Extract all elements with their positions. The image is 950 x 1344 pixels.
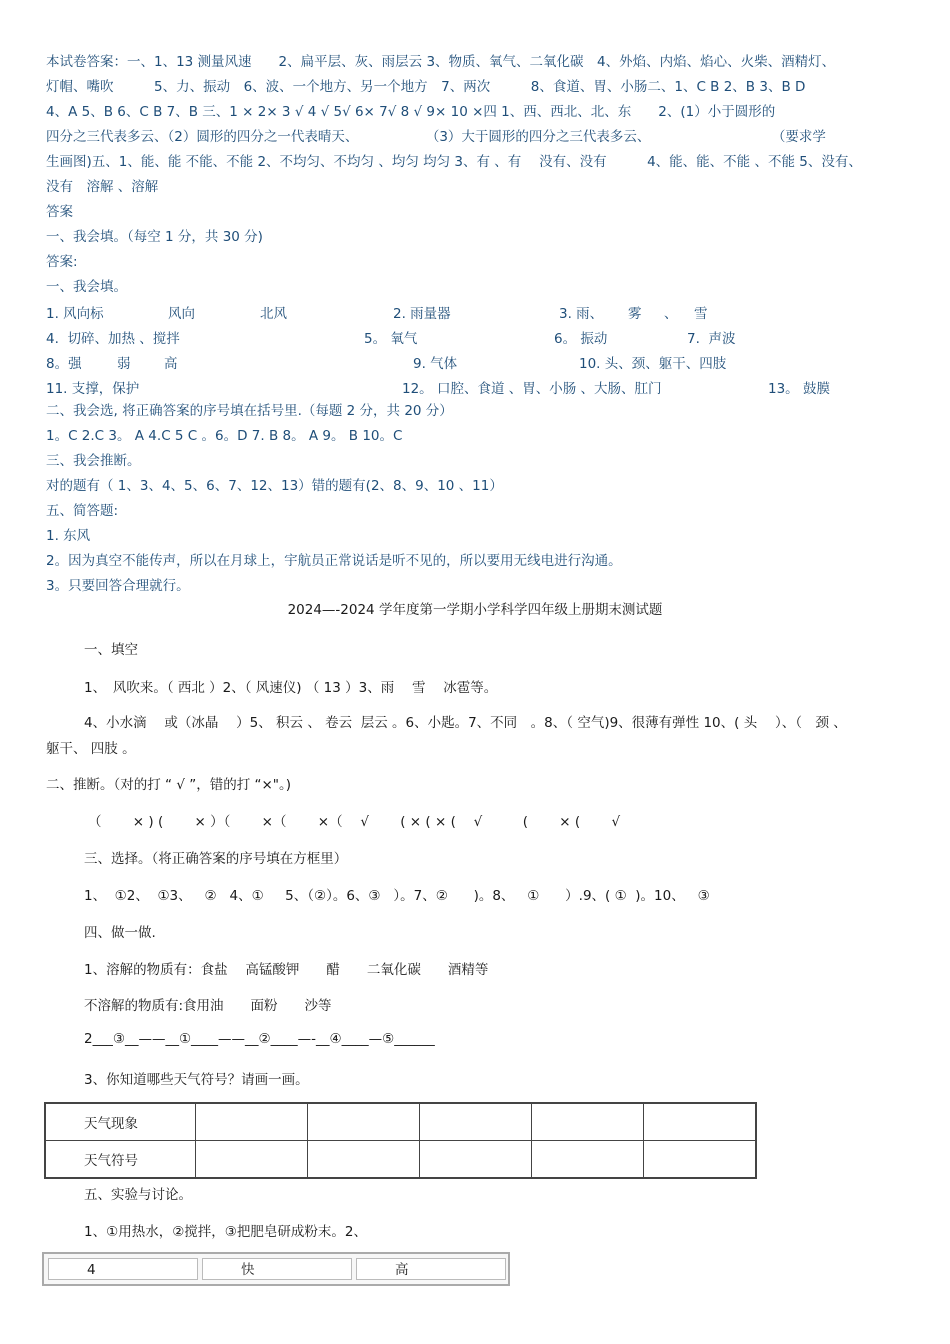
- short-heading: 五、简答题:: [46, 503, 119, 519]
- fill-7: 7. 声波: [687, 331, 736, 347]
- answers-heading: 答案: [46, 204, 73, 220]
- sec4-heading: 四、做一做.: [84, 925, 156, 941]
- weather-row-phenomena: [45, 1103, 756, 1141]
- fill-4: 4. 切碎、加热 、搅拌: [46, 331, 180, 347]
- fill-1c: 北风: [260, 306, 287, 322]
- weather-table: [44, 1102, 757, 1179]
- fill-heading: 一、我会填。: [46, 279, 127, 295]
- fill-5: 5。 氧气: [364, 331, 418, 347]
- answer-line-5: 生画图)五、1、能、能 不能、不能 2、不均匀、不均匀 、均匀 均匀 3、有 、有 没有、没有 4、能、能、不能 、不能 5、没有、: [46, 154, 862, 170]
- weather-row-symbols: [45, 1141, 756, 1179]
- fill-10: 10. 头、颈、躯干、四肢: [579, 356, 727, 372]
- sec4-soluble: 1、溶解的物质有：食盐 高锰酸钾 醋 二氧化碳 酒精等: [84, 962, 489, 978]
- sec1-line2: 4、小水滴 或（冰晶 ）5、 积云 、 卷云 层云 。6、小匙。7、不同 。8、（ 空气)9、很薄有弹性 10、( 头 ）、（ 颈 、: [84, 715, 847, 731]
- weather-cell[interactable]: [308, 1141, 420, 1179]
- fill-3c: 、: [664, 306, 678, 322]
- sec2-marks: （ × ) ( × ）（ ×（ ×（ √ ( × ( × ( √ ( × ( √: [88, 814, 621, 830]
- weather-cell[interactable]: [308, 1103, 420, 1141]
- answer-line-1: 本试卷答案：一、1、13 测量风速 2、扁平层、灰、雨层云 3、物质、氧气、二氧化碳 4、外焰、内焰、焰心、火柴、酒精灯、: [46, 54, 836, 70]
- answer-line-4: 四分之三代表多云、（2）圆形的四分之一代表晴天、 （3）大于圆形的四分之三代表多云、 （要求学: [46, 129, 826, 145]
- weather-cell[interactable]: [420, 1141, 532, 1179]
- fill-6: 6。 振动: [554, 331, 608, 347]
- fill-9: 9. 气体: [413, 356, 458, 372]
- sec2-heading: 二、推断。（对的打 “ √ ”，错的打 “×"。): [46, 777, 292, 793]
- fill-8c: 高: [164, 356, 178, 372]
- exam-title: 2024—-2024 学年度第一学期小学科学四年级上册期末测试题: [287, 602, 663, 618]
- weather-symbol-label: 天气符号: [45, 1141, 196, 1179]
- weather-cell[interactable]: [644, 1141, 757, 1179]
- part1-heading: 一、我会填。（每空 1 分，共 30 分): [46, 229, 263, 245]
- judge-heading: 三、我会推断。: [46, 453, 141, 469]
- fill-2: 2. 雨量器: [393, 306, 451, 322]
- fill-1: 1. 风向标: [46, 306, 104, 322]
- experiment-cell-2: 快: [202, 1258, 352, 1280]
- fill-3d: 雪: [694, 306, 708, 322]
- sec4-q3: 3、你知道哪些天气符号？请画一画。: [84, 1072, 309, 1088]
- sec4-insoluble: 不溶解的物质有:食用油 面粉 沙等: [84, 998, 332, 1014]
- weather-cell[interactable]: [644, 1103, 757, 1141]
- sec5-line1: 1、①用热水，②搅拌，③把肥皂研成粉末。2、: [84, 1224, 367, 1240]
- short-answer-3: 3。只要回答合理就行。: [46, 578, 190, 594]
- fill-8: 8。强: [46, 356, 82, 372]
- sec3-heading: 三、选择。（将正确答案的序号填在方框里）: [84, 851, 348, 867]
- choice-answers: 1。C 2.C 3。 A 4.C 5 C 。6。D 7. B 8。 A 9。 B 10。C: [46, 428, 403, 444]
- answer-line-6: 没有 溶解 、溶解: [46, 179, 159, 195]
- fill-11: 11. 支撑，保护: [46, 381, 140, 397]
- sec5-heading: 五、实验与讨论。: [84, 1187, 192, 1203]
- sec3-answers: 1、 ①2、 ①3、 ② 4、① 5、（②）。6、③ ）。7、② )。8、 ① ）.9、( ① )。10、 ③: [84, 888, 710, 904]
- answers-label: 答案:: [46, 254, 78, 270]
- short-answer-2: 2。因为真空不能传声，所以在月球上，宇航员正常说话是听不见的，所以要用无线电进行沟通。: [46, 553, 622, 569]
- weather-cell[interactable]: [532, 1103, 644, 1141]
- weather-cell[interactable]: [420, 1103, 532, 1141]
- fill-3b: 雾: [628, 306, 642, 322]
- judge-answers: 对的题有（ 1、3、4、5、6、7、12、13）错的题有(2、8、9、10 、11）: [46, 478, 503, 494]
- fill-13: 13。 鼓膜: [768, 381, 830, 397]
- fill-3: 3. 雨、: [559, 306, 604, 322]
- weather-phenomena-label: 天气现象: [45, 1103, 196, 1141]
- answer-line-3: 4、A 5、B 6、C B 7、B 三、1 × 2× 3 √ 4 √ 5√ 6× 7√ 8 √ 9× 10 ×四 1、西、西北、北、东 2、(1）小于圆形的: [46, 104, 776, 120]
- fill-8b: 弱: [117, 356, 131, 372]
- fill-1b: 风向: [168, 306, 195, 322]
- experiment-cell-3: 高: [356, 1258, 506, 1280]
- sec4-order: 2___③__——__①____——__②____—-__④____—⑤______: [84, 1031, 435, 1047]
- weather-cell[interactable]: [196, 1141, 308, 1179]
- sec1-line1: 1、 风吹来。（ 西北 ）2、（ 风速仪) （ 13 ）3、雨 雪 冰雹等。: [84, 680, 498, 696]
- weather-cell[interactable]: [196, 1103, 308, 1141]
- fill-12: 12。 口腔、食道 、胃、小肠 、大肠、肛门: [402, 381, 662, 397]
- answer-line-2: 灯帽、嘴吹 5、力、振动 6、波、一个地方、另一个地方 7、两次 8、食道、胃、小肠二、1、C B 2、B 3、B D: [46, 79, 806, 95]
- weather-cell[interactable]: [532, 1141, 644, 1179]
- choice-heading: 二、我会选, 将正确答案的序号填在括号里.（每题 2 分，共 20 分）: [46, 403, 453, 419]
- short-answer-1: 1. 东风: [46, 528, 91, 544]
- sec1-heading: 一、填空: [84, 642, 138, 658]
- experiment-cell-1: 4: [48, 1258, 198, 1280]
- sec1-line3: 躯干、 四肢 。: [46, 741, 136, 757]
- experiment-table: [42, 1252, 510, 1286]
